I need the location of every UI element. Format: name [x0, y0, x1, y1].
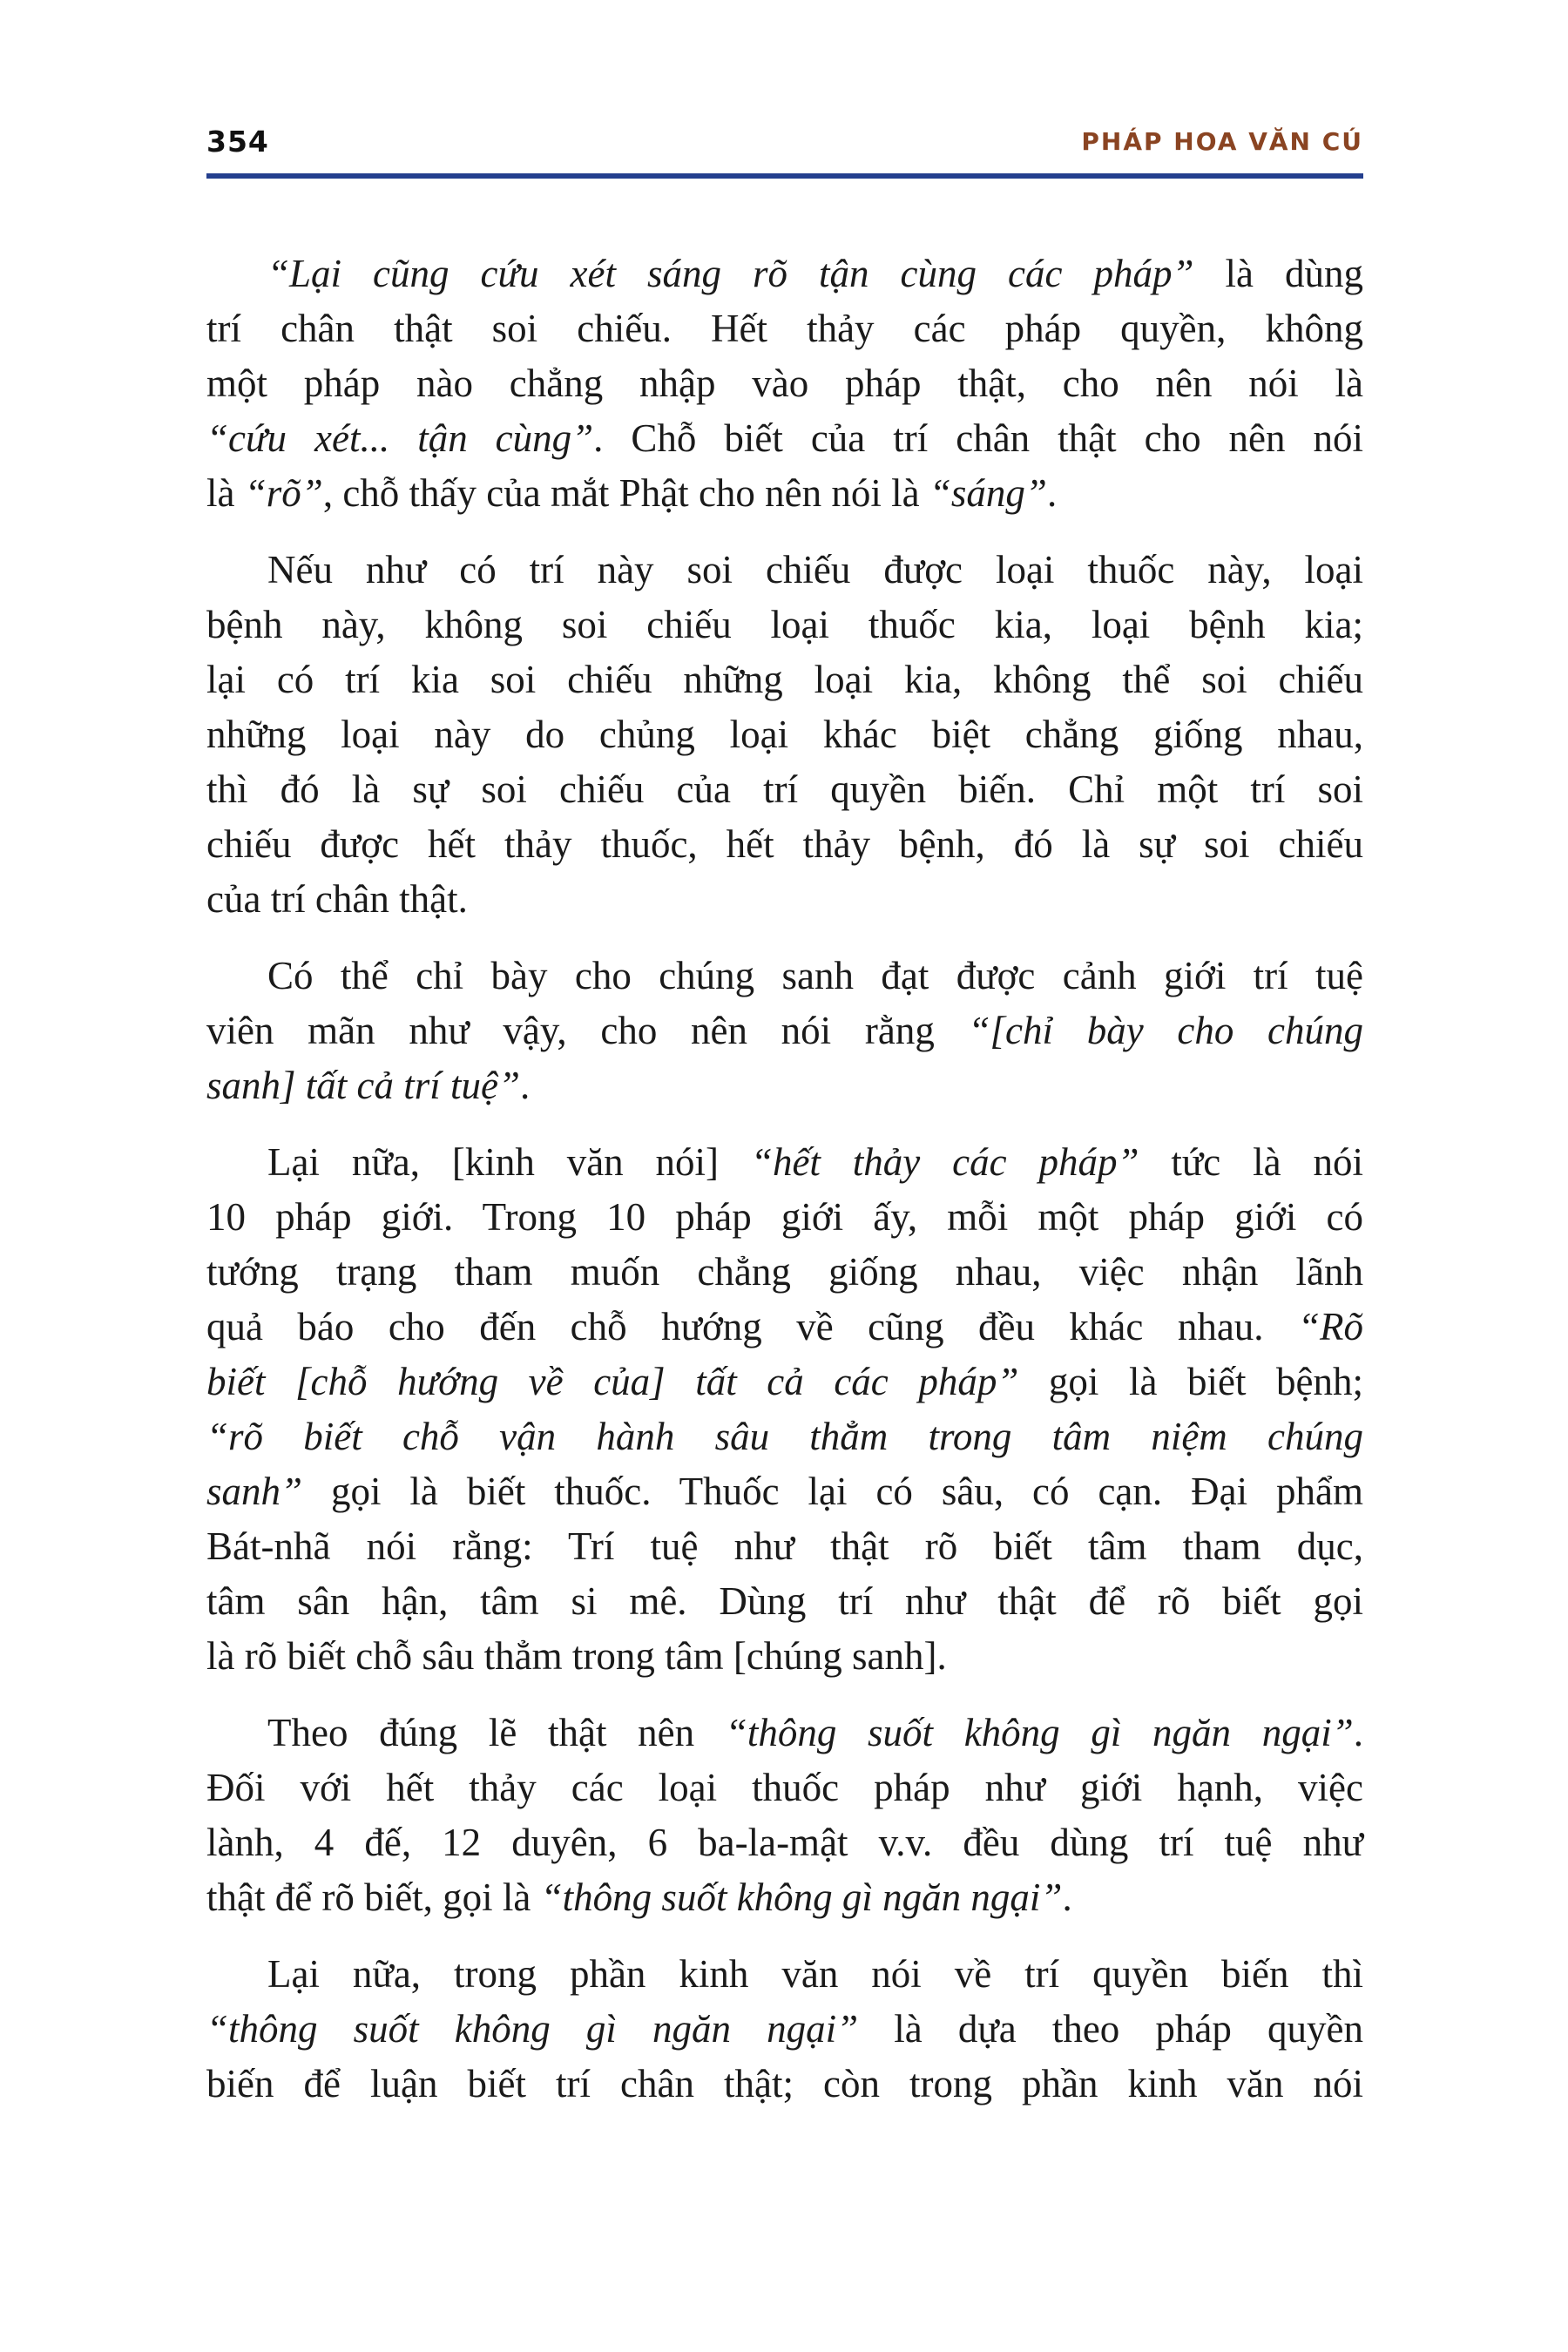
text-segment: . Chỗ biết của trí chân thật cho nên nói: [593, 416, 1363, 460]
text-line: [206, 949, 1363, 1004]
text-line: [206, 652, 1363, 707]
text-segment: thì đó là sự soi chiếu của trí quyền biến. Chỉ một trí soi: [206, 767, 1363, 811]
paragraph: [206, 543, 1363, 927]
paragraph: [206, 1706, 1363, 1925]
text-segment: những loại này do chủng loại khác biệt chẳng giống nhau,: [206, 713, 1363, 756]
paragraph: [206, 1947, 1363, 2112]
italic-quote: “hết thảy các pháp”: [750, 1140, 1139, 1184]
text-line: [206, 872, 1363, 927]
text-segment: là dùng: [1193, 252, 1363, 295]
text-line: [206, 817, 1363, 872]
italic-quote: sanh] tất cả trí tuệ”: [206, 1064, 521, 1107]
text-segment: .: [1062, 1876, 1072, 1919]
text-line: [206, 1761, 1363, 1815]
text-segment: .: [1046, 471, 1058, 515]
text-line: [206, 466, 1363, 521]
page-header: [206, 0, 1363, 179]
italic-quote: biết [chỗ hướng về của] tất cả các pháp”: [206, 1360, 1019, 1403]
text-segment: lại có trí kia soi chiếu những loại kia, không thể soi chiếu: [206, 658, 1363, 701]
text-segment: chiếu được hết thảy thuốc, hết thảy bệnh, đó là sự soi chiếu: [206, 822, 1363, 866]
text-segment: .: [1353, 1711, 1363, 1754]
paragraph: [206, 247, 1363, 521]
text-segment: Có thể chỉ bày cho chúng sanh đạt được cảnh giới trí tuệ: [267, 954, 1363, 997]
text-segment: quả báo cho đến chỗ hướng về cũng đều khác nhau.: [206, 1305, 1298, 1348]
text-segment: .: [520, 1064, 531, 1107]
text-segment: là dựa theo pháp quyền: [858, 2007, 1363, 2051]
header-rule: [206, 173, 1363, 179]
text-line: [206, 1629, 1363, 1684]
text-line: [206, 356, 1363, 411]
text-line: [206, 1058, 1363, 1113]
text-segment: Đối với hết thảy các loại thuốc pháp như giới hạnh, việc: [206, 1766, 1363, 1809]
text-line: [206, 1355, 1363, 1409]
italic-quote: “[chỉ bày cho chúng: [968, 1009, 1363, 1052]
text-line: [206, 1409, 1363, 1464]
paragraph: [206, 1135, 1363, 1684]
text-segment: biến để luận biết trí chân thật; còn trong phần kinh văn nói: [206, 2062, 1363, 2105]
text-line: [206, 1947, 1363, 2002]
page-number: 354: [206, 125, 269, 159]
text-segment: Theo đúng lẽ thật nên: [267, 1711, 726, 1754]
text-line: [206, 301, 1363, 356]
italic-quote: “rõ”: [244, 471, 323, 515]
text-line: [206, 598, 1363, 652]
text-segment: gọi là biết thuốc. Thuốc lại có sâu, có cạn. Đại phẩm: [302, 1470, 1363, 1513]
italic-quote: sanh”: [206, 1470, 303, 1513]
italic-quote: “thông suốt không gì ngăn ngại”: [206, 2007, 859, 2051]
italic-quote: “Lại cũng cứu xét sáng rõ tận cùng các pháp”: [267, 252, 1194, 295]
text-segment: 10 pháp giới. Trong 10 pháp giới ấy, mỗi một pháp giới có: [206, 1195, 1363, 1239]
text-segment: là rõ biết chỗ sâu thẳm trong tâm [chúng sanh].: [206, 1634, 947, 1678]
text-segment: bệnh này, không soi chiếu loại thuốc kia, loại bệnh kia;: [206, 603, 1363, 646]
text-line: [206, 762, 1363, 817]
italic-quote: “thông suốt không gì ngăn ngại”: [540, 1876, 1063, 1919]
text-segment: của trí chân thật.: [206, 877, 468, 921]
text-segment: Lại nữa, trong phần kinh văn nói về trí quyền biến thì: [267, 1952, 1363, 1996]
italic-quote: “sáng”: [929, 471, 1047, 515]
text-segment: trí chân thật soi chiếu. Hết thảy các pháp quyền, không: [206, 307, 1363, 350]
text-line: [206, 1004, 1363, 1058]
body-text: [206, 247, 1363, 2133]
text-line: [206, 1870, 1363, 1925]
text-line: [206, 1464, 1363, 1519]
text-segment: một pháp nào chẳng nhập vào pháp thật, cho nên nói là: [206, 362, 1363, 405]
text-line: [206, 1135, 1363, 1190]
text-line: [206, 1300, 1363, 1355]
text-segment: tâm sân hận, tâm si mê. Dùng trí như thật để rõ biết gọi: [206, 1579, 1363, 1623]
text-line: [206, 411, 1363, 466]
text-line: [206, 1574, 1363, 1629]
text-line: [206, 247, 1363, 301]
text-segment: là: [206, 471, 245, 515]
text-line: [206, 2002, 1363, 2057]
text-segment: tức là nói: [1139, 1140, 1363, 1184]
italic-quote: “Rõ: [1297, 1305, 1363, 1348]
paragraph: [206, 949, 1363, 1113]
text-line: [206, 1706, 1363, 1761]
text-segment: tướng trạng tham muốn chẳng giống nhau, việc nhận lãnh: [206, 1250, 1363, 1294]
text-segment: Nếu như có trí này soi chiếu được loại thuốc này, loại: [267, 548, 1363, 591]
text-line: [206, 2057, 1363, 2112]
text-segment: viên mãn như vậy, cho nên nói rằng: [206, 1009, 969, 1052]
italic-quote: “thông suốt không gì ngăn ngại”: [725, 1711, 1354, 1754]
text-line: [206, 1815, 1363, 1870]
text-line: [206, 1519, 1363, 1574]
text-segment: , chỗ thấy của mắt Phật cho nên nói là: [322, 471, 929, 515]
italic-quote: “rõ biết chỗ vận hành sâu thẳm trong tâm niệm chúng: [206, 1415, 1363, 1458]
text-line: [206, 543, 1363, 598]
text-segment: lành, 4 đế, 12 duyên, 6 ba-la-mật v.v. đều dùng trí tuệ như: [206, 1821, 1363, 1864]
running-title: PHÁP HOA VĂN CÚ: [1081, 127, 1363, 156]
text-line: [206, 1190, 1363, 1245]
text-segment: thật để rõ biết, gọi là: [206, 1876, 541, 1919]
text-line: [206, 1245, 1363, 1300]
italic-quote: “cứu xét... tận cùng”: [206, 416, 594, 460]
text-line: [206, 707, 1363, 762]
text-segment: Bát-nhã nói rằng: Trí tuệ như thật rõ biết tâm tham dục,: [206, 1524, 1363, 1568]
text-segment: gọi là biết bệnh;: [1018, 1360, 1363, 1403]
text-segment: Lại nữa, [kinh văn nói]: [267, 1140, 751, 1184]
